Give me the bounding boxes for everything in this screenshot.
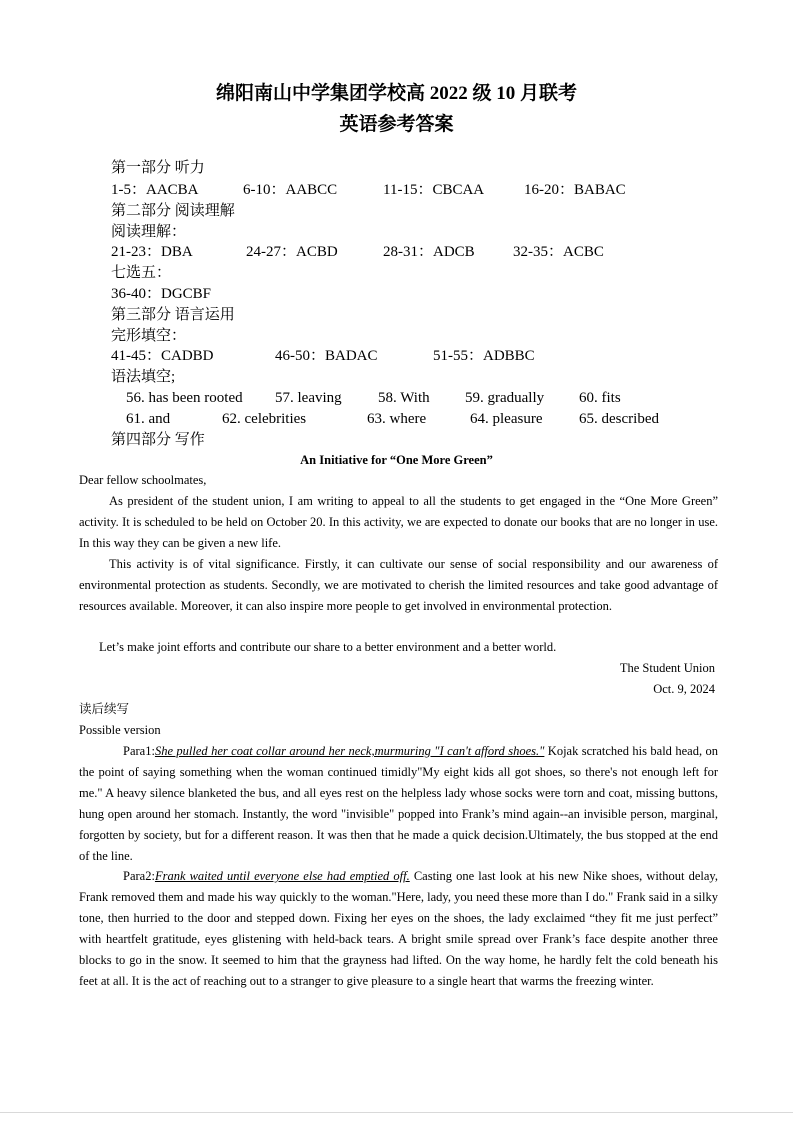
- essay-date: Oct. 9, 2024: [653, 682, 715, 696]
- reading-label: 阅读理解：: [111, 224, 187, 240]
- paragraph-text: Kojak scratched his bald head, on the point of saying something when the woman continued timidly"My eight kids all got shoes, so there's not enough left for me." A heavy silence blanketed the bus, and all eyes rest on the helpless lady whose socks were torn and coat, missing buttons, hung open around her stomach. Instantly, the word "invisible" popped into Frank’s mind again--an invisible person, marginal, forgotten by society, but for a different reason. It was then that he made a quick decision.Ultimately, the bus stopped at the end of the line.: [79, 744, 718, 863]
- essay-title: An Initiative for “One More Green”: [300, 453, 493, 467]
- possible-version-label: Possible version: [79, 723, 161, 737]
- cloze-label: 完形填空：: [111, 328, 187, 344]
- answer-group: 41-45：CADBD: [111, 348, 214, 364]
- part2-heading: 第二部分 阅读理解: [111, 203, 235, 219]
- answer-group: 28-31：ADCB: [383, 244, 475, 260]
- continuation-paragraph-1: [79, 741, 718, 867]
- answer-group: 1-5：AACBA: [111, 182, 199, 198]
- essay-salutation: Dear fellow schoolmates,: [79, 473, 207, 487]
- given-opening-sentence: She pulled her coat collar around her neck,murmuring "I can't afford shoes.": [154, 744, 545, 758]
- answer-group: 24-27：ACBD: [246, 244, 338, 260]
- answer-item: 60. fits: [579, 390, 621, 406]
- essay-paragraph-2: This activity is of vital significance. Firstly, it can cultivate our sense of social responsibility and our awareness of environmental protection as students. Secondly, we are motivated to cherish the limited resources and take good advantage of resources available. Moreover, it can also inspire more people to get involved in environmental protection.: [79, 557, 718, 613]
- answer-group: 51-55：ADBBC: [433, 348, 535, 364]
- answer-group: 16-20：BABAC: [524, 182, 626, 198]
- essay-paragraph-1: As president of the student union, I am writing to appeal to all the students to get engaged in the “One More Green” activity. It is scheduled to be held on October 20. In this activity, we are expected to donate our books that are no longer in use. In this way they can be given a new life.: [79, 494, 718, 550]
- exam-title: 绵阳南山中学集团学校高 2022 级 10 月联考: [215, 83, 577, 104]
- reading-answer-row: [111, 242, 711, 262]
- page-bottom-edge: [0, 1112, 793, 1113]
- answer-item: 64. pleasure: [470, 411, 543, 427]
- paragraph-label: Para2:: [123, 869, 155, 883]
- part4-heading: 第四部分 写作: [111, 432, 205, 448]
- seven-choose-five-answers: 36-40：DGCBF: [111, 286, 212, 302]
- answer-key-title: 英语参考答案: [339, 114, 454, 135]
- paragraph-label: Para1:: [123, 744, 155, 758]
- continuation-paragraph-2: [79, 866, 718, 992]
- answer-item: 59. gradually: [465, 390, 545, 406]
- part1-heading: 第一部分 听力: [111, 160, 205, 176]
- answer-group: 21-23：DBA: [111, 244, 193, 260]
- cloze-answer-row: [111, 346, 711, 366]
- answer-item: 63. where: [367, 411, 427, 427]
- answer-item: 56. has been rooted: [126, 390, 243, 406]
- answer-item: 62. celebrities: [222, 411, 307, 427]
- part3-heading: 第三部分 语言运用: [111, 307, 235, 323]
- paragraph-text: Casting one last look at his new Nike shoes, without delay, Frank removed them and made his way quickly to the woman."Here, lady, you need these more than I do." Frank said in a silky tone, then hurried to the door and stepped down. Fixing her eyes on the shoes, the lady exclaimed “they fit me just perfect” with heartfelt gratitude, eyes glistening with held-back tears. A bright smile spread over Frank’s face despite another three blocks to go in the snow. It seemed to him that the grayness had lifted. On the way home, he hardly felt the cold beneath his feet at all. It is the act of reaching out to a stranger to give pleasure to a single heart that warms the freezing winter.: [79, 869, 718, 988]
- answer-group: 11-15：CBCAA: [383, 182, 485, 198]
- answer-group: 32-35：ACBC: [513, 244, 604, 260]
- answer-group: 6-10：AABCC: [243, 182, 338, 198]
- answer-item: 57. leaving: [275, 390, 342, 406]
- continuation-heading: 读后续写: [79, 702, 130, 716]
- answer-item: 58. With: [378, 390, 430, 406]
- grammar-answer-row-2: [111, 409, 711, 429]
- essay-paragraph-3: Let’s make joint efforts and contribute our share to a better environment and a better world.: [99, 640, 557, 654]
- answer-group: 46-50：BADAC: [275, 348, 378, 364]
- given-opening-sentence: Frank waited until everyone else had emptied off.: [154, 869, 410, 883]
- seven-choose-five-label: 七选五：: [111, 265, 172, 281]
- answer-item: 61. and: [126, 411, 171, 427]
- part1-answer-row: [111, 180, 711, 200]
- answer-item: 65. described: [579, 411, 659, 427]
- essay-signature: The Student Union: [619, 661, 715, 675]
- grammar-fill-label: 语法填空;: [111, 369, 176, 385]
- grammar-answer-row-1: [111, 388, 711, 408]
